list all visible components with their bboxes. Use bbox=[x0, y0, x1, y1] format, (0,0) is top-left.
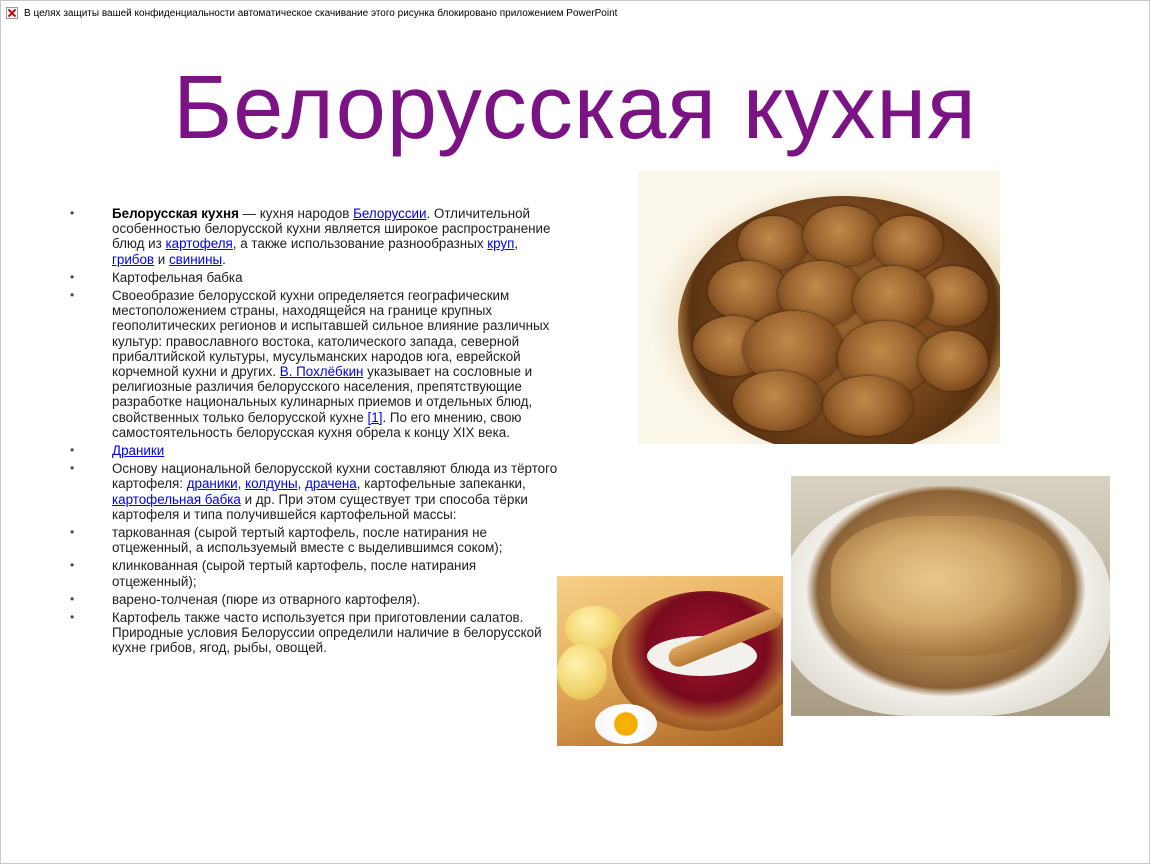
link-mushrooms[interactable]: грибов bbox=[112, 251, 155, 267]
text-run: Основу национальной белорусской кухни составляют блюда из тёртого картофеля: bbox=[112, 461, 558, 492]
pancake-shape bbox=[803, 206, 883, 266]
slide-title: Белорусская кухня bbox=[173, 58, 977, 158]
broken-image-icon bbox=[6, 7, 18, 19]
link-pokhlebkin[interactable]: В. Похлёбкин bbox=[279, 364, 364, 380]
text-run: клинкованная (сырой тертый картофель, после натирания отцеженный); bbox=[112, 558, 477, 589]
text-run: Своеобразие белорусской кухни определяется географическим местоположением страны, находящейся на границе крупных геополитических регионов и испытавшей сильное влияние различных культур: православного востока, католического запада, северной прибалтийской культуры, мусульманских народов юга, еврейской корчемной кухни и других. bbox=[112, 288, 550, 380]
text-run: . Отличительной особенностью белорусской кухни является широкое распространение блюд из bbox=[112, 206, 551, 252]
link-kolduny[interactable]: колдуны bbox=[245, 476, 298, 492]
list-item bbox=[70, 592, 560, 607]
draniki-photo bbox=[638, 171, 1000, 444]
egg-shape bbox=[595, 704, 657, 744]
blocked-image-text: В целях защиты вашей конфиденциальности автоматическое скачивание этого рисунка блокировано приложением PowerPoint bbox=[24, 7, 618, 19]
text-run: и bbox=[154, 251, 169, 267]
text-run: Картофель также часто используется при приготовлении салатов. Природные условия Белоруссии определили наличие в белорусской кухне грибов, ягод, рыбы, овощей. bbox=[112, 610, 542, 656]
list-item bbox=[70, 288, 560, 440]
potato-shape bbox=[557, 644, 607, 700]
text-run: . bbox=[222, 251, 226, 267]
list-item bbox=[70, 610, 560, 656]
pancake-shape bbox=[733, 371, 823, 431]
borscht-photo bbox=[557, 576, 783, 746]
text-run: , bbox=[297, 476, 306, 492]
text-run: , bbox=[514, 236, 519, 252]
babka-photo bbox=[791, 476, 1110, 716]
text-run: указывает на сословные и религиозные различия белорусского населения, препятствующие разработке национальных кулинарных приемов и отдельных блюд, свойственных только белорусской кухне bbox=[112, 364, 533, 425]
pancake-shape bbox=[823, 376, 913, 436]
link-kartofelnaya-babka[interactable]: картофельная бабка bbox=[112, 491, 241, 507]
link-belarus[interactable]: Белоруссии bbox=[353, 206, 427, 221]
pancake-shape bbox=[918, 331, 988, 391]
list-item bbox=[70, 525, 560, 555]
bold-term: Белорусская кухня bbox=[112, 206, 239, 221]
list-item bbox=[70, 270, 560, 285]
link-drachena[interactable]: драчена bbox=[305, 476, 357, 492]
text-run: , bbox=[237, 476, 246, 492]
bullet-list bbox=[70, 206, 560, 656]
text-run: Картофельная бабка bbox=[112, 269, 243, 285]
link-groats[interactable]: круп bbox=[487, 236, 515, 252]
babka-shape bbox=[831, 516, 1061, 656]
text-run: и др. При этом существует три способа тёрки картофеля и типа получившейся картофельной массы: bbox=[112, 491, 528, 522]
text-run: таркованная (сырой тертый картофель, после натирания не отцеженный, а используемый вместе с выделившимся соком); bbox=[112, 525, 503, 556]
text-run: , а также использование разнообразных bbox=[232, 236, 488, 252]
link-draniki[interactable]: Драники bbox=[112, 443, 165, 459]
slide-body bbox=[70, 206, 560, 659]
link-draniki-2[interactable]: драники bbox=[186, 476, 238, 492]
pancake-shape bbox=[873, 216, 943, 271]
link-potato[interactable]: картофеля bbox=[165, 236, 233, 252]
link-pork[interactable]: свинины bbox=[168, 251, 223, 267]
list-item bbox=[70, 558, 560, 588]
list-item bbox=[70, 206, 560, 267]
text-run: , картофельные запеканки, bbox=[356, 476, 526, 492]
list-item bbox=[70, 461, 560, 522]
text-run: . По его мнению, свою самостоятельность белорусская кухня обрела к концу XIX века. bbox=[112, 409, 522, 440]
link-footnote-1[interactable]: [1] bbox=[367, 409, 383, 425]
text-run: — кухня народов bbox=[238, 206, 354, 221]
list-item bbox=[70, 443, 560, 458]
blocked-image-notice bbox=[6, 6, 617, 20]
text-run: варено-толченая (пюре из отварного картофеля). bbox=[112, 591, 421, 607]
